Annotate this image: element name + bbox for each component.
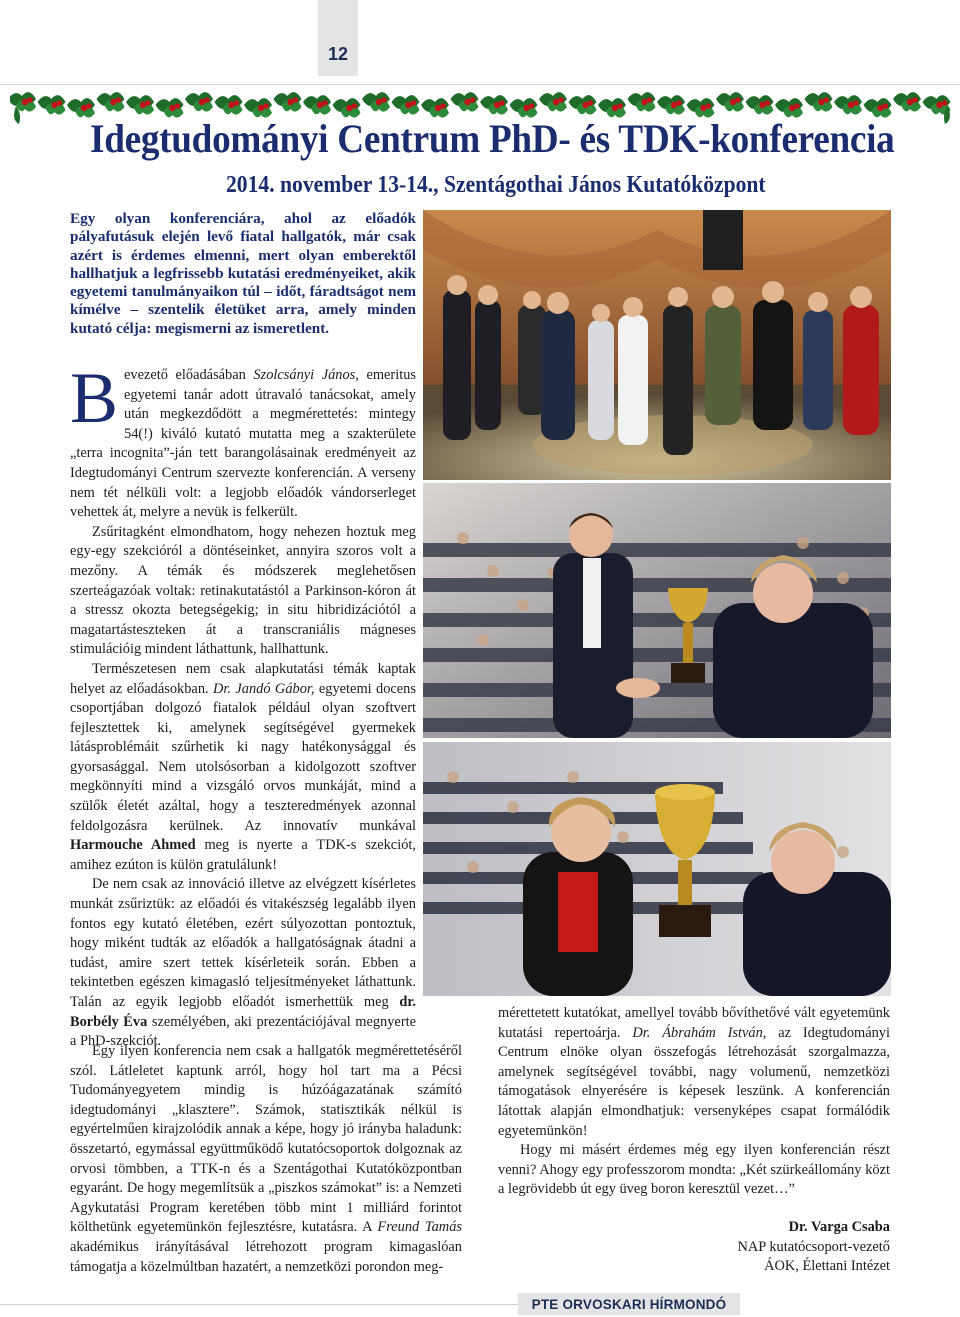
photo-group-in-hall [423, 210, 891, 480]
article-column-bottom-right [498, 1004, 890, 1200]
article-lead: Egy olyan konferenciára, ahol az előadók pályafutásuk elején levő fiatal hallgatók, már csak azért is érdemes elmenni, mert olyan emberektől hallhatjuk a legfrissebb kutatási eredményeiket, akik egyetemi tanulmányaikon túl – időt, fáradtságot nem kímélve – szentelik életüket arra, amely minden kutató célja: megismerni az ismeretlent. [70, 210, 416, 337]
author-institute: ÁOK, Élettani Intézet [764, 1258, 890, 1275]
footer-rule [0, 1304, 518, 1305]
photo-group-image [423, 210, 891, 480]
photo-award-phd-image [423, 742, 891, 996]
article-column-bottom-left [70, 1042, 462, 1277]
paragraph-4: De nem csak az innováció illetve az elvégzett kísérletes munkát zsűriztük: az előadói és vitakészség legalább ilyen fontos egy kutató életében, ezért súlyozottan pontoztuk, hogy miként tudták az előadók a hallgatóságnak átadni a tudást, amire szert tettek kísérleteik során. Ebben a tekintetben egészen kimagasló teljesítményeket láthattunk. Talán az egyik legjobb előadót ismerhettük meg dr. Borbély Éva személyében, aki prezentációjával megnyerte a PhD-szekciót. [70, 876, 416, 1050]
author-signature [737, 1218, 890, 1277]
article-column-left [70, 358, 416, 1052]
author-role: NAP kutatócsoport-vezető [737, 1238, 890, 1255]
publication-footer: PTE ORVOSKARI HÍRMONDÓ [518, 1293, 740, 1315]
paragraph-5-continued: mérettetett kutatókat, amellyel tovább bővíthetővé vált egyetemünk kutatási repertoárja. Dr. Ábrahám István, az Idegtudományi Centrum elnöke olyan összefogás létrehozását szorgalmazza, amelynek segítségével további, nagy volumenű, nemzetközi támogatások elnyerésére is képesek leszünk. A konferencián látottak alapján elmondhatjuk: versenyképes csapat formálódik egyetemünkön! [498, 1005, 890, 1139]
photo-award-phd [423, 742, 891, 996]
paragraph-1: Bevezető előadásában Szolcsányi János, emeritus egyetemi tanár adott útravaló tanácsokat, amely után megkezdődött a megmérettetés: mintegy 54(!) kiváló kutató mutatta meg a szakterülete „terra incognita”-ján tett barangolásainak eredményeit az Idegtudományi Centrum szervezte konferencián. A verseny nem tét nélküli volt: a legjobb előadók vándorserleget vehettek át, melyre a nevük is felkerült. [70, 358, 416, 521]
paragraph-5: Egy ilyen konferencia nem csak a hallgatók megmérettetéséről szól. Látleletet kaptunk arról, hogy hol tart ma a Pécsi Tudományegyetem mindig is húzóágazatának számító idegtudományi „klasztere”. Számok, statisztikák nélkül is egyértelműen kirajzolódik annak a képe, hogy jó irányba haladunk: összetartó, egymással együttműködő kutatócsoportok dolgoznak az orvosi tömbben, a TTK-n és a Szentágothai Kutatóközpontban egyaránt. De hogy megemlítsük a „piszkos számokat” is: a Nemzeti Agykutatási Program keretében több mint 1 milliárd forintot költhetünk egyetemünkön fejlesztésre, kutatásra. A Freund Tamás akadémikus irányításával létrehozott program kimagaslóan támogatja a közelmúltban hazatért, a nemzetközi porondon meg- [70, 1043, 462, 1275]
page-number: 12 [327, 44, 349, 64]
paragraph-6: Hogy mi másért érdemes még egy ilyen konferencián részt venni? Ahogy egy professzorom mondta: „Két szürkeállomány közt a legrövidebb út egy üveg boron keresztül vezet…” [498, 1142, 890, 1198]
photo-award-tdk [423, 483, 891, 738]
paragraph-3: Természetesen nem csak alapkutatási témák kaptak helyet az előadásokban. Dr. Jandó Gábor, egyetemi docens csoportjában dolgozó fiatalok például olyan szoftvert fejlesztettek ki, amelynek segítségével gyermekek látásproblémáit szűrhetik ki nagy hatékonysággal és gyorsasággal. Nem utolsósorban a kidolgozott szoftver megkönnyíti mind a vizsgáló orvos munkáját, mind a szülők életét azáltal, hogy a teszteredmények azonnal feldolgozásra kerülnek. Az innovatív munkával Harmouche Ahmed meg is nyerte a TDK-s szekciót, amihez ezúton is külön gratulálunk! [70, 660, 416, 873]
photo-award-tdk-image [423, 483, 891, 738]
author-name: Dr. Varga Csaba [788, 1219, 890, 1235]
article-subtitle: 2014. november 13-14., Szentágothai János Kutatóközpont [226, 172, 766, 198]
article-title: Idegtudományi Centrum PhD- és TDK-konferencia [90, 116, 895, 161]
drop-cap: B [70, 358, 119, 438]
paragraph-2: Zsűritagként elmondhatom, hogy nehezen hoztuk meg egy-egy szekcióról a döntéseinket, annyira szoros volt a mezőny. A témák és módszerek meglehetősen szerteágazóak voltak: retinakutatástól a Parkinson-kóron át a stressz okozta betegségekig; in situ hibridizációtól a magatartásteszteken át a transcraniális mágneses stimulációig mindent láthattunk, hallhattunk. [70, 523, 416, 658]
